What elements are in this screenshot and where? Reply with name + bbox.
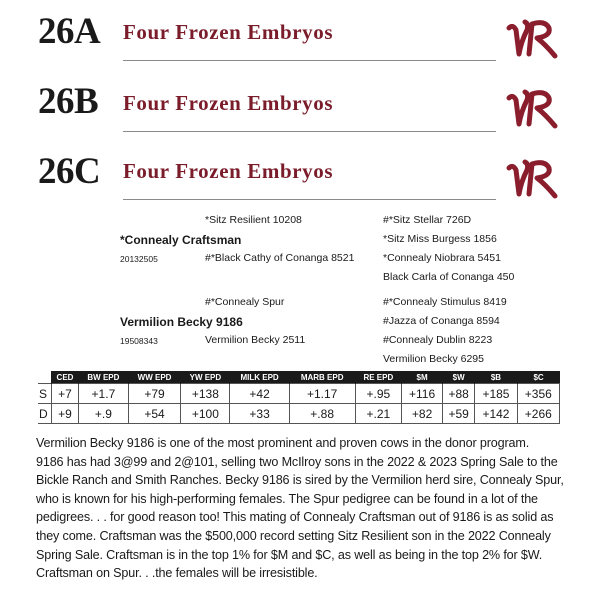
description-line: they come. Craftsman was the $500,000 record setting Sitz Resilient son in the 2022 Connealy <box>36 528 551 543</box>
vr-brand-logo <box>505 16 559 60</box>
lot-header-b <box>38 80 496 134</box>
epd-cell: +.9 <box>79 404 129 424</box>
epd-header: CED <box>52 371 79 384</box>
epd-row-sire <box>38 384 560 404</box>
pedigree-sire-reg: 20132505 <box>120 254 158 264</box>
description-line: Vermilion Becky 9186 is one of the most prominent and proven cows in the donor program. <box>36 436 530 450</box>
pedigree-ddd: Vermilion Becky 6295 <box>383 353 484 365</box>
pedigree-sds: *Connealy Niobrara 5451 <box>383 252 501 264</box>
epd-cell: +88 <box>443 384 475 404</box>
pedigree-sdd: Black Carla of Conanga 450 <box>383 271 515 283</box>
epd-cell: +1.7 <box>79 384 129 404</box>
description-line: Spring Sale. Craftsman is in the top 1% for $M and $C, as well as being in the top 2% for $W. <box>36 547 543 562</box>
pedigree-dam-reg: 19508343 <box>120 336 158 346</box>
epd-cell: +138 <box>181 384 230 404</box>
description-line: 9186 has had 3@99 and 2@101, selling two McIlroy sons in the 2022 & 2023 Spring Sale to the <box>36 454 558 469</box>
pedigree-dam-dam: Vermilion Becky 2511 <box>205 334 306 346</box>
lot-title: Four Frozen Embryos <box>123 91 334 115</box>
description-line: Bickle Ranch and Smith Ranches. Becky 9186 is sired by the Vermilion herd sire, Connealy Spur, <box>36 473 564 488</box>
epd-row-label: D <box>38 404 52 424</box>
lot-description <box>36 434 566 583</box>
epd-row-dam <box>38 404 560 424</box>
epd-cell: +79 <box>128 384 181 404</box>
lot-title: Four Frozen Embryos <box>123 20 334 44</box>
divider <box>123 60 496 61</box>
epd-cell: +116 <box>402 384 443 404</box>
vr-brand-logo <box>505 86 559 130</box>
lot-number: 26A <box>38 11 101 52</box>
epd-cell: +.95 <box>355 384 401 404</box>
epd-header-row <box>38 371 560 384</box>
lot-header-c <box>38 150 496 204</box>
lot-header-a <box>38 10 496 64</box>
epd-row-label: S <box>38 384 52 404</box>
epd-cell: +7 <box>52 384 79 404</box>
pedigree-sire-dam: #*Black Cathy of Conanga 8521 <box>205 252 355 264</box>
epd-cell: +.21 <box>355 404 401 424</box>
epd-header: MARB EPD <box>289 371 355 384</box>
epd-cell: +356 <box>517 384 559 404</box>
epd-header: $C <box>517 371 559 384</box>
description-line: who is known for his high-performing females. The Spur pedigree can be found in a lot of the <box>36 491 538 506</box>
pedigree-dds: #Connealy Dublin 8223 <box>383 334 493 346</box>
epd-header: WW EPD <box>128 371 181 384</box>
pedigree-dss: #*Connealy Stimulus 8419 <box>383 296 507 308</box>
description-line: pedigrees. . . for good reason too! This mating of Connealy Craftsman out of 9186 is as solid as <box>36 510 554 525</box>
epd-cell: +.88 <box>289 404 355 424</box>
epd-header: RE EPD <box>355 371 401 384</box>
epd-header: BW EPD <box>79 371 129 384</box>
vr-brand-logo <box>505 156 559 200</box>
lot-number: 26C <box>38 151 101 192</box>
epd-cell: +266 <box>517 404 559 424</box>
pedigree-sire-sire: *Sitz Resilient 10208 <box>205 214 302 226</box>
epd-cell: +185 <box>475 384 517 404</box>
epd-cell: +59 <box>443 404 475 424</box>
epd-header: MILK EPD <box>230 371 289 384</box>
lot-title: Four Frozen Embryos <box>123 159 334 183</box>
epd-header: $M <box>402 371 443 384</box>
divider <box>123 199 496 200</box>
epd-header: YW EPD <box>181 371 230 384</box>
epd-header: $W <box>443 371 475 384</box>
epd-header: $B <box>475 371 517 384</box>
epd-cell: +9 <box>52 404 79 424</box>
epd-table <box>38 371 560 424</box>
lot-number: 26B <box>38 81 99 122</box>
epd-cell: +142 <box>475 404 517 424</box>
pedigree-sire: *Connealy Craftsman <box>120 233 242 247</box>
pedigree-dam-sire: #*Connealy Spur <box>205 296 285 308</box>
pedigree-dsd: #Jazza of Conanga 8594 <box>383 315 500 327</box>
pedigree-sss: #*Sitz Stellar 726D <box>383 214 472 226</box>
epd-cell: +82 <box>402 404 443 424</box>
epd-cell: +54 <box>128 404 181 424</box>
epd-cell: +42 <box>230 384 289 404</box>
pedigree-ssd: *Sitz Miss Burgess 1856 <box>383 233 497 245</box>
description-line: Craftsman on Spur. . .the females will be irresistible. <box>36 566 318 581</box>
pedigree-dam: Vermilion Becky 9186 <box>120 315 243 329</box>
epd-cell: +33 <box>230 404 289 424</box>
epd-cell: +100 <box>181 404 230 424</box>
epd-cell: +1.17 <box>289 384 355 404</box>
divider <box>123 131 496 132</box>
